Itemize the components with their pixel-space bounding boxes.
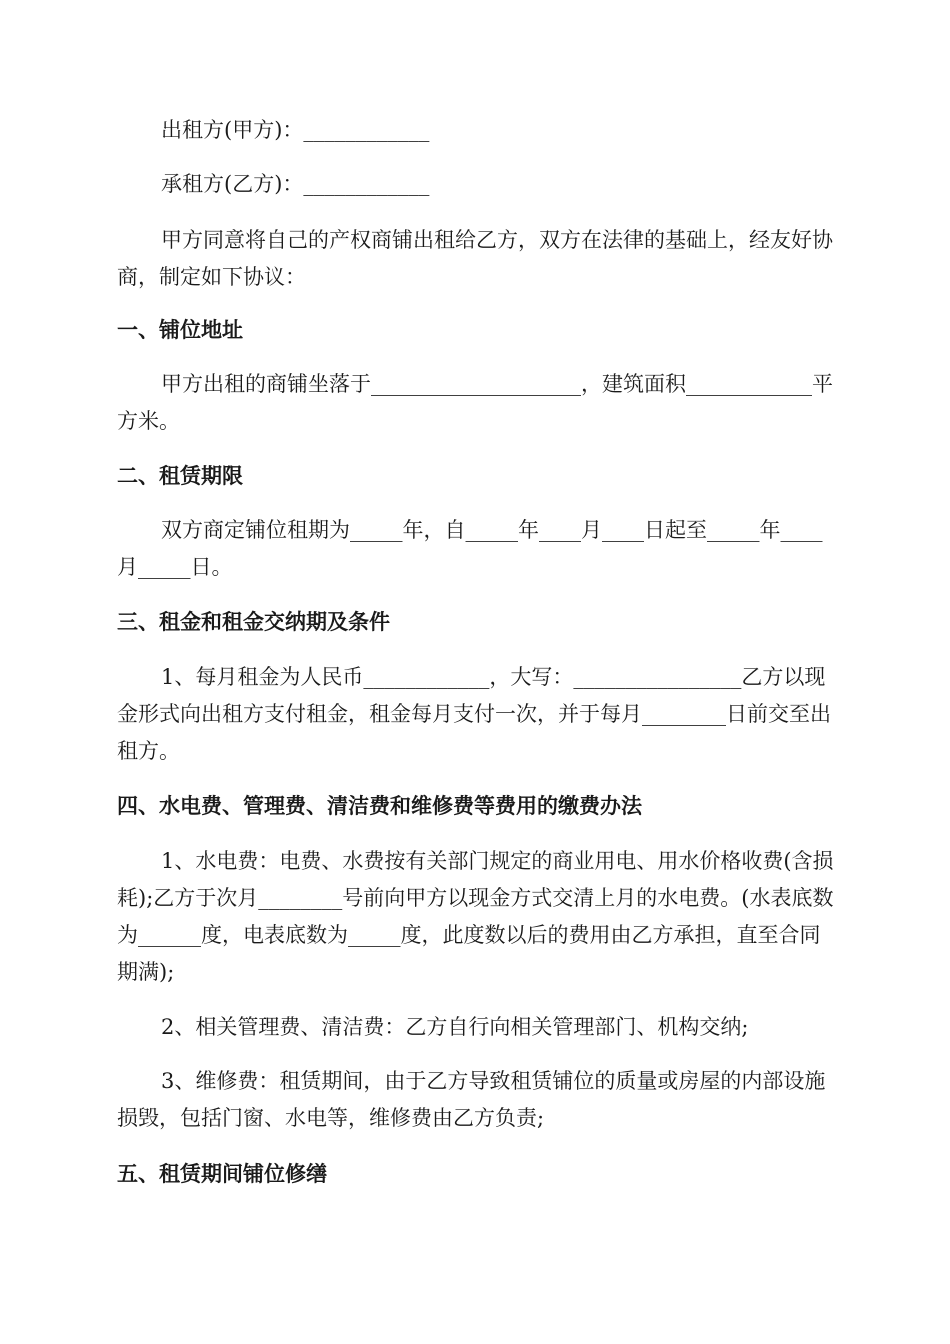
- section-3-paragraph: 1、每月租金为人民币____________，大写：________________乙方以现金形式向出租方支付租金，租金每月支付一次，并于每月________日前交至出租方。: [117, 665, 831, 763]
- section-heading-3: 三、租金和租金交纳期及条件: [117, 610, 390, 634]
- section-4-paragraph-1: 1、水电费：电费、水费按有关部门规定的商业用电、用水价格收费(含损耗);乙方于次月________号前向甲方以现金方式交清上月的水电费。(水表底数为______度，电表底数为_____度，此度数以后的费用由乙方承担，直至合同期满);: [117, 849, 834, 984]
- section-heading-1: 一、铺位地址: [117, 318, 243, 342]
- section-4-paragraph-2: 2、相关管理费、清洁费：乙方自行向相关管理部门、机构交纳;: [161, 1015, 749, 1039]
- section-4-paragraph-3: 3、维修费：租赁期间，由于乙方导致租赁铺位的质量或房屋的内部设施损毁，包括门窗、水电等，维修费由乙方负责;: [117, 1069, 826, 1130]
- section-heading-4: 四、水电费、管理费、清洁费和维修费等费用的缴费办法: [117, 794, 642, 818]
- lessor-line: 出租方(甲方)：____________: [161, 118, 430, 142]
- section-heading-2: 二、租赁期限: [117, 464, 243, 488]
- section-2-paragraph: 双方商定铺位租期为_____年，自_____年____月____日起至_____年____月_____日。: [117, 518, 823, 579]
- lessee-line: 承租方(乙方)：____________: [161, 172, 430, 196]
- section-heading-5: 五、租赁期间铺位修缮: [117, 1162, 327, 1186]
- section-1-paragraph: 甲方出租的商铺坐落于____________________，建筑面积____________平方米。: [117, 372, 833, 433]
- intro-paragraph: 甲方同意将自己的产权商铺出租给乙方，双方在法律的基础上，经友好协商，制定如下协议：: [117, 228, 833, 289]
